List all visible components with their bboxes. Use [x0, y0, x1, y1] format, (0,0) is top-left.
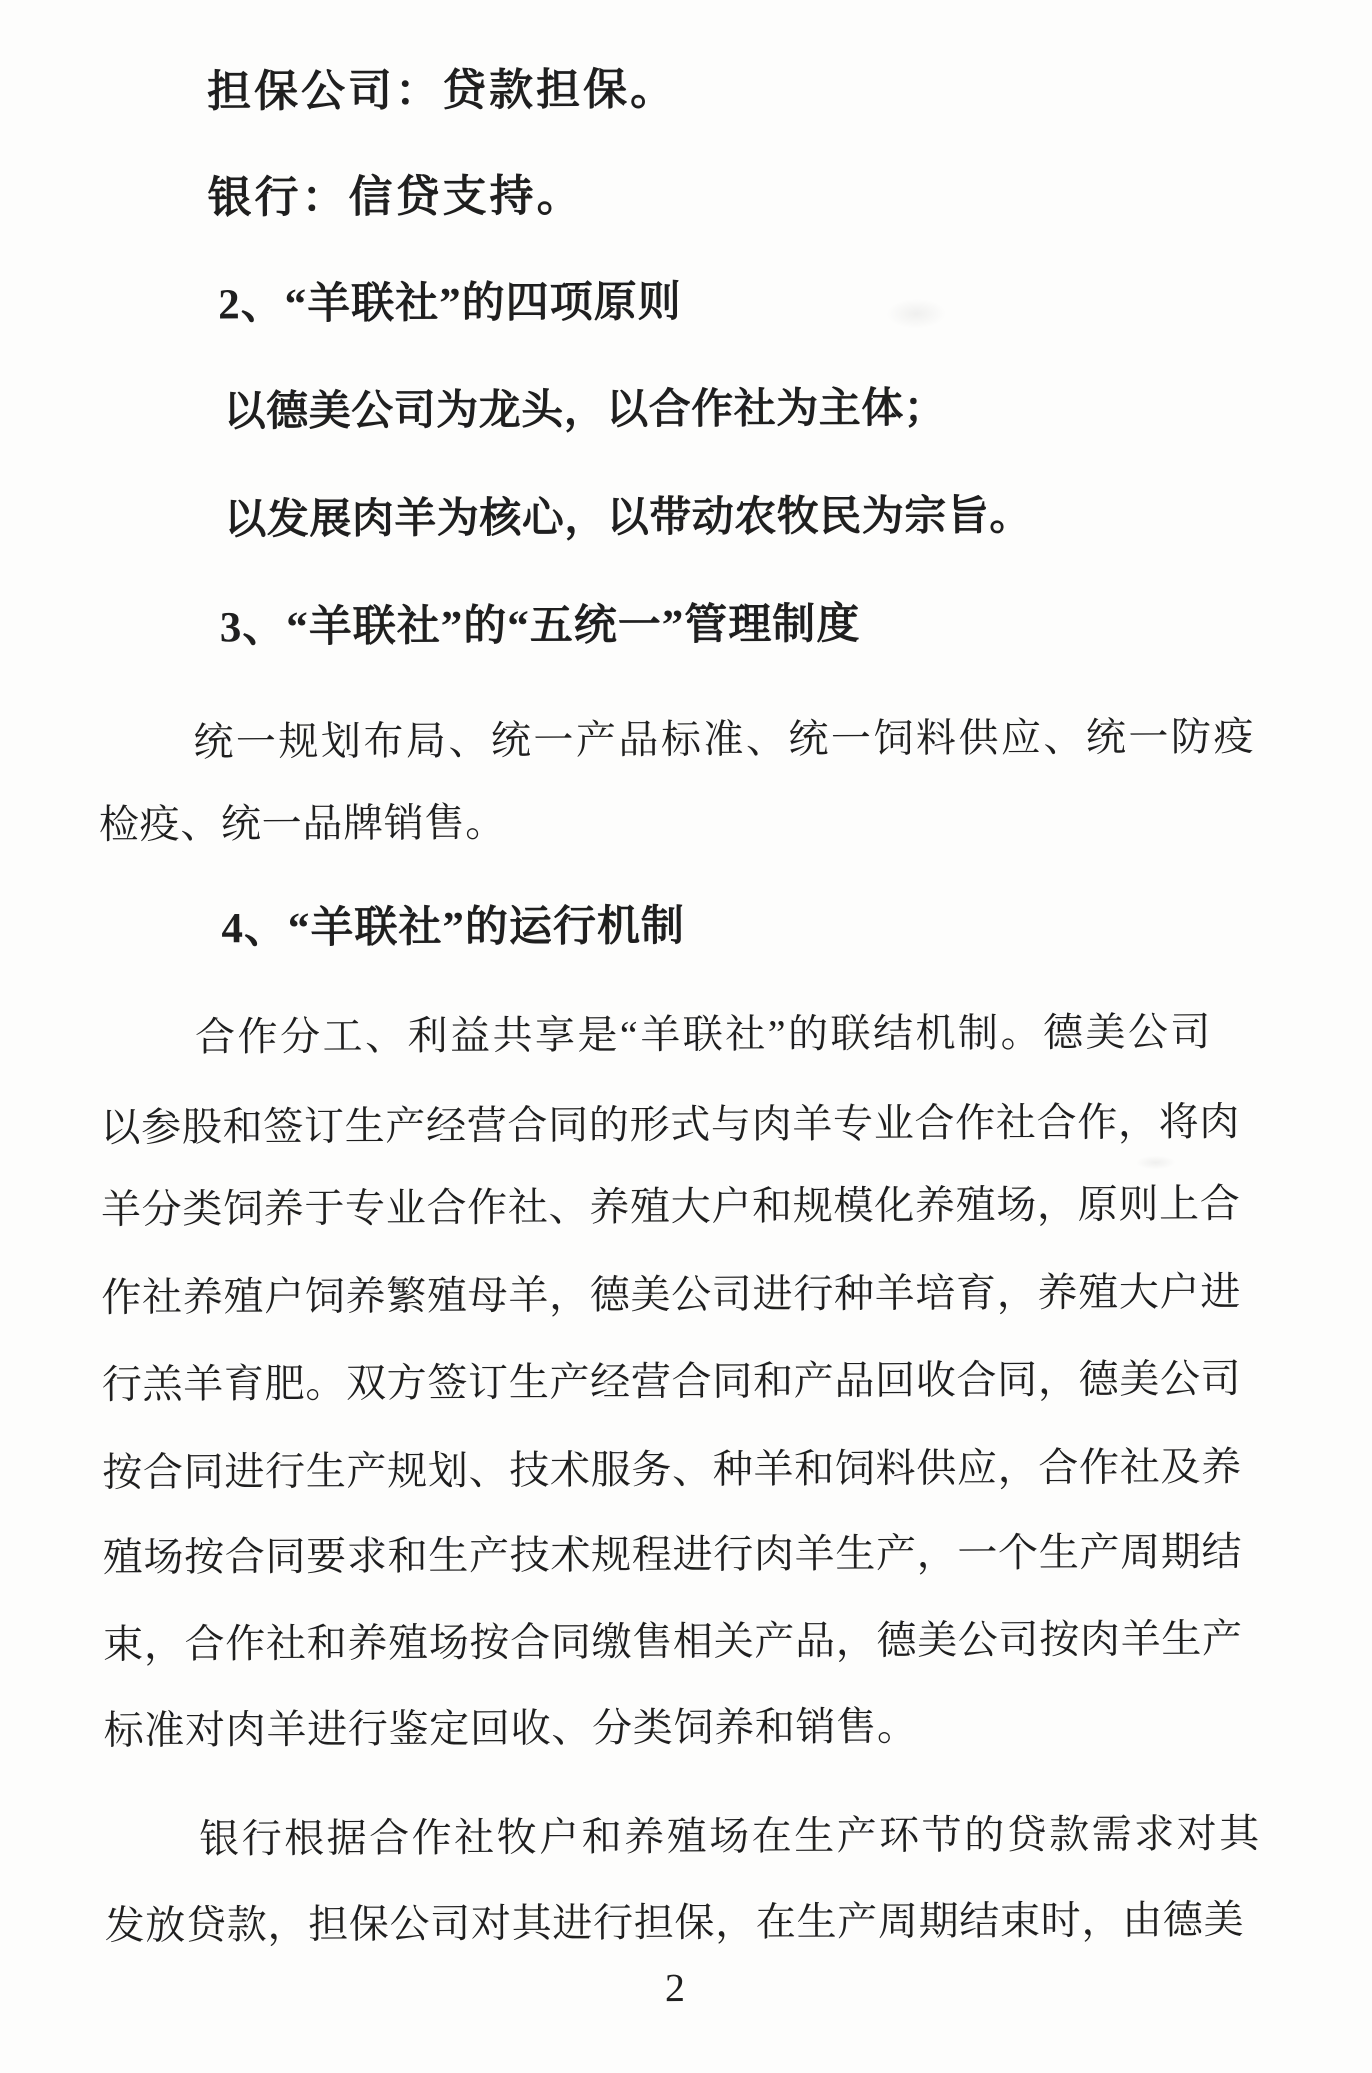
- text-line: 银行根据合作社牧户和养殖场在生产环节的贷款需求对其: [199, 1810, 1262, 1862]
- text-line: 羊分类饲养于专业合作社、养殖大户和规模化养殖场，原则上合: [100, 1181, 1241, 1233]
- bank-line: 银行：信贷支持。: [207, 171, 584, 223]
- text-line: 作社养殖户饲养繁殖母羊，德美公司进行种羊培育，养殖大户进: [101, 1269, 1242, 1321]
- guarantee-company-line: 担保公司：贷款担保。: [206, 65, 678, 117]
- principle-line-1: 以德美公司为龙头，以合作社为主体；: [223, 385, 947, 436]
- text-line: 发放贷款，担保公司对其进行担保，在生产周期结束时，由德美: [104, 1897, 1245, 1949]
- scan-smudge: [886, 299, 946, 329]
- heading-operation-mechanism: 4、“羊联社”的运行机制: [221, 903, 686, 953]
- text-line: 殖场按合同要求和生产技术规程进行肉羊生产，一个生产周期结: [102, 1529, 1243, 1581]
- principle-line-2: 以发展肉羊为核心，以带动农牧民为宗旨。: [224, 493, 1032, 544]
- text-line: 以参股和签订生产经营合同的形式与肉羊专业合作社合作，将肉: [100, 1099, 1241, 1151]
- page-number: 2: [664, 1965, 686, 2011]
- text-line: 检疫、统一品牌销售。: [98, 799, 506, 848]
- text-line: 行羔羊育肥。双方签订生产经营合同和产品回收合同，德美公司: [101, 1356, 1242, 1408]
- text-line: 束，合作社和养殖场按合同缴售相关产品，德美公司按肉羊生产: [103, 1616, 1243, 1668]
- heading-four-principles: 2、“羊联社”的四项原则: [218, 279, 682, 329]
- text-line: 统一规划布局、统一产品标准、统一饲料供应、统一防疫: [193, 714, 1257, 765]
- heading-five-unified-system: 3、“羊联社”的“五统一”管理制度: [219, 601, 861, 652]
- scan-smudge: [1136, 1155, 1176, 1169]
- text-line: 按合同进行生产规划、技术服务、种羊和饲料供应，合作社及养: [102, 1444, 1242, 1496]
- text-line: 合作分工、利益共享是“羊联社”的联结机制。德美公司: [194, 1009, 1214, 1060]
- text-line: 标准对肉羊进行鉴定回收、分类饲养和销售。: [103, 1703, 918, 1754]
